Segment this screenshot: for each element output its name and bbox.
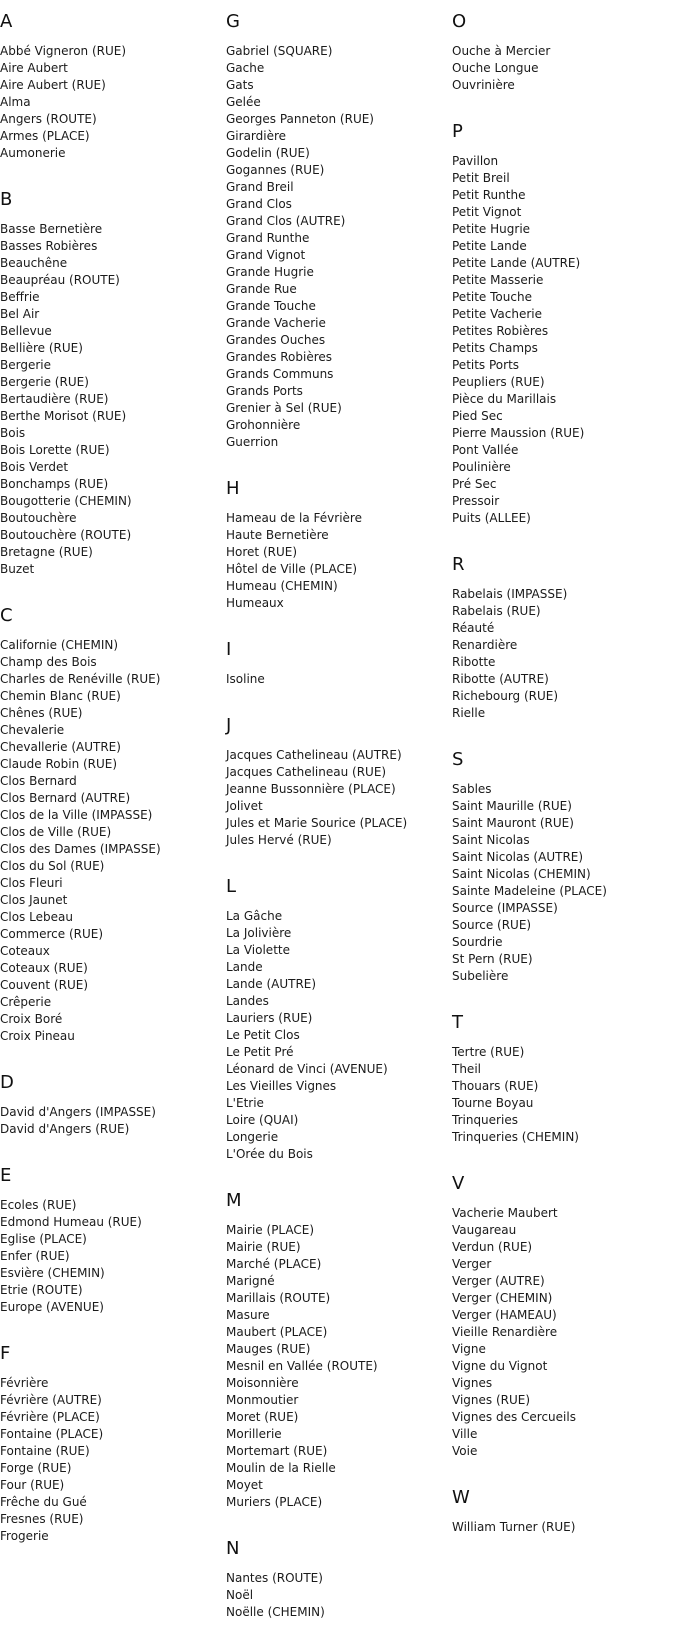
street-name: Beffrie — [0, 290, 40, 304]
street-name: Verger (CHEMIN) — [452, 1291, 553, 1305]
street-name: Champ des Bois — [0, 655, 97, 669]
street-name: Petit Runthe — [452, 188, 526, 202]
letter-section — [226, 1536, 441, 1638]
street-name: Longerie — [226, 1130, 279, 1144]
street-name: Moisonnière — [226, 1376, 299, 1390]
street-name: Saint Nicolas — [452, 833, 530, 847]
street-name: Trinqueries — [452, 1113, 518, 1127]
street-name: Frogerie — [0, 1529, 49, 1543]
street-name: Chevallerie (AUTRE) — [0, 740, 121, 754]
street-name: Jacques Cathelineau (AUTRE) — [226, 748, 402, 762]
street-name: Mairie (PLACE) — [226, 1223, 315, 1237]
section-spacer — [452, 1197, 672, 1205]
street-name: Bonchamps (RUE) — [0, 477, 109, 491]
street-name: Boutouchère (ROUTE) — [0, 528, 132, 542]
street-name: Clos de la Ville (IMPASSE) — [0, 808, 153, 822]
street-name: Bellevue — [0, 324, 52, 338]
index-column-2 — [226, 0, 441, 1638]
section-spacer — [0, 1189, 215, 1197]
street-name: Bel Air — [0, 307, 40, 321]
street-name: Févrière (PLACE) — [0, 1410, 100, 1424]
street-name: Tourne Boyau — [452, 1096, 534, 1110]
street-name: Vigne — [452, 1342, 486, 1356]
section-spacer — [452, 578, 672, 586]
street-name: Vaugareau — [452, 1223, 517, 1237]
section-letter-heading: H — [226, 478, 240, 499]
street-name: Girardière — [226, 129, 287, 143]
street-name: Bois Verdet — [0, 460, 69, 474]
street-name: Source (IMPASSE) — [452, 901, 558, 915]
street-name: Thouars (RUE) — [452, 1079, 539, 1093]
section-spacer — [452, 145, 672, 153]
section-spacer — [0, 35, 215, 43]
street-name: Gelée — [226, 95, 261, 109]
street-name: La Gâche — [226, 909, 283, 923]
street-name: Petits Champs — [452, 341, 538, 355]
street-name: Boutouchère — [0, 511, 77, 525]
street-name: Grandes Ouches — [226, 333, 326, 347]
street-name: Chênes (RUE) — [0, 706, 83, 720]
letter-section — [452, 1171, 672, 1477]
section-spacer — [226, 502, 441, 510]
street-name: Charles de Renéville (RUE) — [0, 672, 161, 686]
street-name: Morillerie — [226, 1427, 282, 1441]
section-letter-heading: O — [452, 11, 467, 32]
street-name: Ouche Longue — [452, 61, 539, 75]
street-name: Clos du Sol (RUE) — [0, 859, 105, 873]
street-name: Vignes des Cercueils — [452, 1410, 576, 1424]
street-name: Etrie (ROUTE) — [0, 1283, 83, 1297]
street-name: Gache — [226, 61, 265, 75]
street-name: Armes (PLACE) — [0, 129, 90, 143]
street-name: Edmond Humeau (RUE) — [0, 1215, 142, 1229]
section-spacer — [226, 663, 441, 671]
street-name: Hameau de la Févrière — [226, 511, 362, 525]
street-name: Grande Touche — [226, 299, 316, 313]
street-name: Le Petit Pré — [226, 1045, 294, 1059]
street-name: Ribotte (AUTRE) — [452, 672, 549, 686]
letter-section — [0, 1341, 215, 1562]
street-name: David d'Angers (IMPASSE) — [0, 1105, 156, 1119]
section-letter-heading: C — [0, 605, 13, 626]
section-spacer — [0, 1367, 215, 1375]
street-name: Ecoles (RUE) — [0, 1198, 77, 1212]
section-spacer — [226, 35, 441, 43]
street-name: Le Petit Clos — [226, 1028, 300, 1042]
street-name: Marché (PLACE) — [226, 1257, 322, 1271]
section-letter-heading: L — [226, 876, 237, 897]
street-name: Verdun (RUE) — [452, 1240, 533, 1254]
street-name: Hôtel de Ville (PLACE) — [226, 562, 358, 576]
street-name: Forge (RUE) — [0, 1461, 72, 1475]
street-name: Jolivet — [226, 799, 263, 813]
street-name: Beaupréau (ROUTE) — [0, 273, 120, 287]
street-name: Puits (ALLEE) — [452, 511, 531, 525]
street-name: Saint Nicolas (AUTRE) — [452, 850, 584, 864]
section-spacer — [452, 1036, 672, 1044]
street-name: Horet (RUE) — [226, 545, 298, 559]
street-name: Les Vieilles Vignes — [226, 1079, 337, 1093]
section-letter-heading: J — [226, 715, 232, 736]
street-name: Chemin Blanc (RUE) — [0, 689, 121, 703]
section-letter-heading: I — [226, 639, 232, 660]
street-name: Marigné — [226, 1274, 275, 1288]
street-name: Aumonerie — [0, 146, 66, 160]
letter-section — [0, 1070, 215, 1155]
street-name: Grand Breil — [226, 180, 294, 194]
section-spacer — [452, 1511, 672, 1519]
street-name: L'Orée du Bois — [226, 1147, 313, 1161]
street-name: Aire Aubert (RUE) — [0, 78, 106, 92]
street-name: Févrière (AUTRE) — [0, 1393, 102, 1407]
street-name: Jeanne Bussonnière (PLACE) — [226, 782, 396, 796]
street-name: Petite Vacherie — [452, 307, 542, 321]
street-name: Europe (AVENUE) — [0, 1300, 104, 1314]
letter-section — [452, 1010, 672, 1163]
street-name: Saint Nicolas (CHEMIN) — [452, 867, 591, 881]
street-name: Croix Pineau — [0, 1029, 75, 1043]
street-name: Crêperie — [0, 995, 52, 1009]
street-name: Lande — [226, 960, 263, 974]
street-name: Verger — [452, 1257, 492, 1271]
street-name: Esvière (CHEMIN) — [0, 1266, 105, 1280]
section-letter-heading: E — [0, 1165, 12, 1186]
street-name: Gabriel (SQUARE) — [226, 44, 333, 58]
street-name: Marillais (ROUTE) — [226, 1291, 331, 1305]
street-name: Basses Robières — [0, 239, 98, 253]
section-letter-heading: D — [0, 1072, 14, 1093]
street-name: Gogannes (RUE) — [226, 163, 325, 177]
street-name: Berthe Morisot (RUE) — [0, 409, 127, 423]
street-name: Sourdrie — [452, 935, 503, 949]
street-name: Tertre (RUE) — [452, 1045, 525, 1059]
index-column-1 — [0, 0, 215, 1562]
street-name: Vacherie Maubert — [452, 1206, 558, 1220]
letter-section — [226, 476, 441, 629]
street-name: Léonard de Vinci (AVENUE) — [226, 1062, 388, 1076]
street-name: Moret (RUE) — [226, 1410, 299, 1424]
street-name: Eglise (PLACE) — [0, 1232, 87, 1246]
street-name: Masure — [226, 1308, 270, 1322]
section-letter-heading: W — [452, 1487, 470, 1508]
street-name: Croix Boré — [0, 1012, 63, 1026]
letter-section — [226, 713, 441, 866]
street-name: La Jolivière — [226, 926, 292, 940]
street-name: Vignes (RUE) — [452, 1393, 531, 1407]
section-spacer — [226, 1214, 441, 1222]
street-name: Peupliers (RUE) — [452, 375, 545, 389]
street-name: Lande (AUTRE) — [226, 977, 317, 991]
letter-section — [452, 747, 672, 1002]
street-name: Commerce (RUE) — [0, 927, 104, 941]
street-name: La Violette — [226, 943, 290, 957]
section-letter-heading: T — [452, 1012, 463, 1033]
street-name: Humeaux — [226, 596, 284, 610]
street-name: Theil — [452, 1062, 481, 1076]
street-name: Grande Hugrie — [226, 265, 314, 279]
street-name: Bougotterie (CHEMIN) — [0, 494, 132, 508]
letter-section — [226, 637, 441, 705]
street-name: Grenier à Sel (RUE) — [226, 401, 342, 415]
index-column-3 — [452, 0, 672, 1553]
street-name: Petite Lande (AUTRE) — [452, 256, 581, 270]
street-name: Bellière (RUE) — [0, 341, 83, 355]
street-name: Pré Sec — [452, 477, 497, 491]
street-name: Vignes — [452, 1376, 493, 1390]
street-name: Pied Sec — [452, 409, 503, 423]
street-name: Beauchêne — [0, 256, 68, 270]
street-name: Renardière — [452, 638, 518, 652]
street-name: Clos Lebeau — [0, 910, 73, 924]
section-letter-heading: P — [452, 121, 463, 142]
street-name: Frêche du Gué — [0, 1495, 87, 1509]
section-spacer — [452, 35, 672, 43]
street-name: Petites Robières — [452, 324, 549, 338]
street-name: Rielle — [452, 706, 486, 720]
street-name: Chevalerie — [0, 723, 65, 737]
street-name: Ville — [452, 1427, 478, 1441]
street-name: Buzet — [0, 562, 35, 576]
street-name: Pierre Maussion (RUE) — [452, 426, 585, 440]
street-name: Georges Panneton (RUE) — [226, 112, 374, 126]
street-name: Févrière — [0, 1376, 49, 1390]
street-name: Ouche à Mercier — [452, 44, 551, 58]
street-name: Petit Breil — [452, 171, 510, 185]
street-name: Ouvrinière — [452, 78, 515, 92]
street-name: Moyet — [226, 1478, 263, 1492]
street-name: Vieille Renardière — [452, 1325, 558, 1339]
street-name: Sainte Madeleine (PLACE) — [452, 884, 607, 898]
street-name: Alma — [0, 95, 31, 109]
street-name: Richebourg (RUE) — [452, 689, 559, 703]
street-name: Grand Vignot — [226, 248, 306, 262]
street-name: Angers (ROUTE) — [0, 112, 97, 126]
section-letter-heading: M — [226, 1190, 242, 1211]
street-name: Bretagne (RUE) — [0, 545, 93, 559]
street-name: Ribotte — [452, 655, 496, 669]
street-name: Bertaudière (RUE) — [0, 392, 109, 406]
section-letter-heading: N — [226, 1538, 240, 1559]
street-name: Gats — [226, 78, 254, 92]
letter-section — [0, 1163, 215, 1333]
street-name: Réauté — [452, 621, 495, 635]
street-name: Bergerie (RUE) — [0, 375, 89, 389]
street-name: Jules et Marie Sourice (PLACE) — [226, 816, 408, 830]
street-name: Grande Rue — [226, 282, 297, 296]
street-name: Bois Lorette (RUE) — [0, 443, 110, 457]
street-name: Coteaux (RUE) — [0, 961, 88, 975]
section-spacer — [0, 629, 215, 637]
letter-section — [226, 9, 441, 468]
street-name: Clos Bernard — [0, 774, 77, 788]
street-name: Aire Aubert — [0, 61, 68, 75]
street-name: Grohonnière — [226, 418, 301, 432]
street-name: Poulinière — [452, 460, 511, 474]
street-name: Lauriers (RUE) — [226, 1011, 313, 1025]
street-name: Trinqueries (CHEMIN) — [452, 1130, 579, 1144]
street-name: Grande Vacherie — [226, 316, 326, 330]
street-name: Jules Hervé (RUE) — [226, 833, 332, 847]
street-name: Pressoir — [452, 494, 500, 508]
street-name: Muriers (PLACE) — [226, 1495, 323, 1509]
section-spacer — [226, 900, 441, 908]
street-name: David d'Angers (RUE) — [0, 1122, 130, 1136]
street-name: Source (RUE) — [452, 918, 532, 932]
street-name: Enfer (RUE) — [0, 1249, 70, 1263]
street-name: Grands Communs — [226, 367, 334, 381]
street-name: Fontaine (PLACE) — [0, 1427, 104, 1441]
letter-section — [0, 187, 215, 595]
street-name: Claude Robin (RUE) — [0, 757, 118, 771]
street-name: Godelin (RUE) — [226, 146, 310, 160]
section-letter-heading: B — [0, 189, 13, 210]
section-spacer — [0, 213, 215, 221]
street-name: Abbé Vigneron (RUE) — [0, 44, 127, 58]
street-name: Sables — [452, 782, 492, 796]
street-name: Grand Clos — [226, 197, 292, 211]
street-name: Subelière — [452, 969, 509, 983]
section-letter-heading: V — [452, 1173, 465, 1194]
street-name: William Turner (RUE) — [452, 1520, 576, 1534]
street-name: Petite Masserie — [452, 273, 544, 287]
street-name: Landes — [226, 994, 269, 1008]
street-name: Grandes Robières — [226, 350, 333, 364]
street-name: Noëlle (CHEMIN) — [226, 1605, 325, 1619]
section-spacer — [226, 1562, 441, 1570]
street-name: Grand Clos (AUTRE) — [226, 214, 346, 228]
street-name: Mesnil en Vallée (ROUTE) — [226, 1359, 378, 1373]
letter-section — [0, 9, 215, 179]
street-name: Grand Runthe — [226, 231, 310, 245]
street-name: Pont Vallée — [452, 443, 519, 457]
street-name: Maubert (PLACE) — [226, 1325, 328, 1339]
street-name: Mauges (RUE) — [226, 1342, 311, 1356]
section-letter-heading: A — [0, 11, 13, 32]
section-letter-heading: S — [452, 749, 464, 770]
section-letter-heading: F — [0, 1343, 11, 1364]
street-name: Saint Mauront (RUE) — [452, 816, 574, 830]
street-name: Nantes (ROUTE) — [226, 1571, 323, 1585]
street-name: L'Etrie — [226, 1096, 264, 1110]
street-name: Grands Ports — [226, 384, 303, 398]
street-name: Vigne du Vignot — [452, 1359, 548, 1373]
street-name: Rabelais (RUE) — [452, 604, 541, 618]
street-name: Clos de Ville (RUE) — [0, 825, 112, 839]
letter-section — [452, 1485, 672, 1553]
street-name: Mairie (RUE) — [226, 1240, 301, 1254]
street-name: Bois — [0, 426, 26, 440]
street-name: Verger (HAMEAU) — [452, 1308, 557, 1322]
street-name: Loire (QUAI) — [226, 1113, 299, 1127]
street-name: Noël — [226, 1588, 254, 1602]
street-name: Californie (CHEMIN) — [0, 638, 119, 652]
section-spacer — [0, 1096, 215, 1104]
street-name: Coteaux — [0, 944, 50, 958]
letter-section — [452, 552, 672, 739]
street-name: Rabelais (IMPASSE) — [452, 587, 568, 601]
letter-section — [226, 1188, 441, 1528]
street-name: Saint Maurille (RUE) — [452, 799, 572, 813]
street-name: Basse Bernetière — [0, 222, 103, 236]
street-name: Voie — [452, 1444, 478, 1458]
street-name: Verger (AUTRE) — [452, 1274, 545, 1288]
street-name: Petits Ports — [452, 358, 520, 372]
street-name: Mortemart (RUE) — [226, 1444, 328, 1458]
street-name: Guerrion — [226, 435, 279, 449]
street-name: Couvent (RUE) — [0, 978, 89, 992]
street-name: Monmoutier — [226, 1393, 299, 1407]
section-letter-heading: G — [226, 11, 240, 32]
street-name: Haute Bernetière — [226, 528, 329, 542]
street-name: Moulin de la Rielle — [226, 1461, 336, 1475]
section-spacer — [226, 739, 441, 747]
street-name: Pavillon — [452, 154, 499, 168]
section-letter-heading: R — [452, 554, 465, 575]
street-name: Humeau (CHEMIN) — [226, 579, 338, 593]
letter-section — [452, 119, 672, 544]
street-name: Isoline — [226, 672, 265, 686]
street-name: St Pern (RUE) — [452, 952, 533, 966]
street-name: Petite Lande — [452, 239, 527, 253]
street-name: Clos des Dames (IMPASSE) — [0, 842, 161, 856]
street-name: Fresnes (RUE) — [0, 1512, 84, 1526]
letter-section — [226, 874, 441, 1180]
street-name: Clos Fleuri — [0, 876, 63, 890]
street-name: Four (RUE) — [0, 1478, 65, 1492]
street-name: Petit Vignot — [452, 205, 522, 219]
street-name: Pièce du Marillais — [452, 392, 557, 406]
letter-section — [452, 9, 672, 111]
street-name: Petite Touche — [452, 290, 532, 304]
section-spacer — [452, 773, 672, 781]
street-name: Bergerie — [0, 358, 51, 372]
street-name: Jacques Cathelineau (RUE) — [226, 765, 387, 779]
street-name: Clos Bernard (AUTRE) — [0, 791, 131, 805]
letter-section — [0, 603, 215, 1062]
street-name: Clos Jaunet — [0, 893, 68, 907]
street-name: Petite Hugrie — [452, 222, 531, 236]
street-name: Fontaine (RUE) — [0, 1444, 90, 1458]
